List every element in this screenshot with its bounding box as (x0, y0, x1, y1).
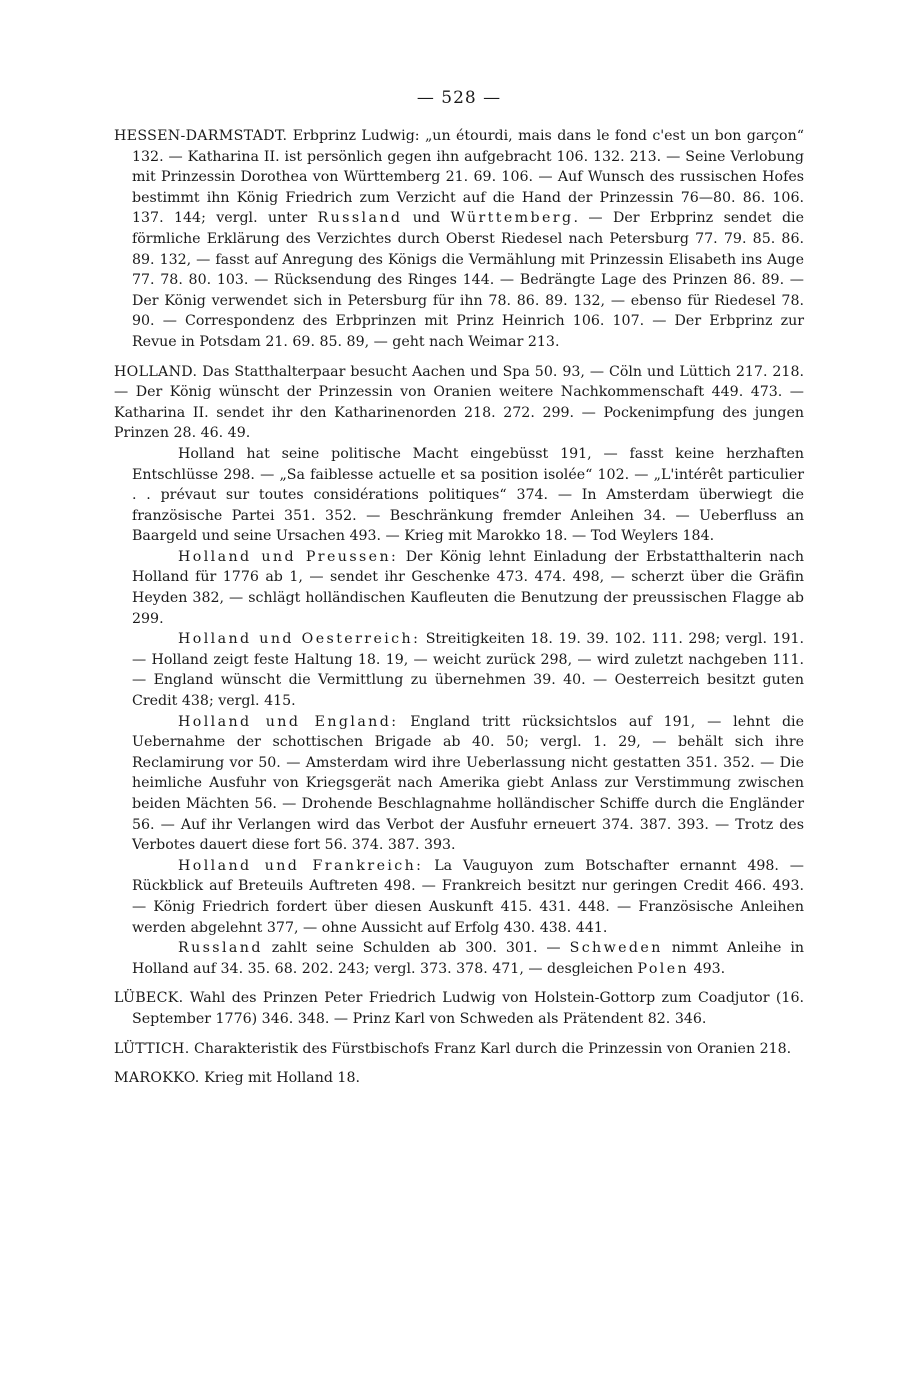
entry-text: 493. (689, 960, 726, 977)
entry-heading: MAROKKO. (114, 1070, 200, 1087)
subheading: Holland und England: (178, 713, 399, 730)
page-number: — 528 — (416, 88, 502, 108)
entry-text: . — Der Erbprinz sendet die förmliche Erklärung des Verzichtes durch Oberst Riedesel nach Petersburg 77. 79. 85. 86. 89. 132, — fasst auf Anregung des Königs die Vermählung mit Prinzessin Elisabeth ins Auge 77. 78. 80. 103. — Rücksendung des Ringes 144. — Bedrängte Lage des Prinzen 86. 89. — Der König verwendet sich in Petersburg für ihn 78. 86. 89. 132, — ebenso für Riedesel 78. 90. — Correspondenz des Erbprinzen mit Prinz Heinrich 106. 107. — Der Erbprinz zur Revue in Potsdam 21. 69. 85. 89, — geht nach Weimar 213. (132, 210, 804, 350)
entry-heading: LÜBECK. (114, 990, 184, 1007)
entry-paragraph (132, 856, 804, 938)
spaced-term: Württemberg (450, 210, 574, 227)
entry-text: Erbprinz Ludwig: „un étourdi, mais dans le fond c'est un bon garçon“ 132. — Katharina II. ist persönlich gegen ihn aufgebracht 106. 132. 213. — Seine Verlobung mit Prinzessin Dorothea von Württemberg 21. 69. 106. — Auf Wunsch des russischen Hofes bestimmt ihn König Friedrich zum Verzicht auf die Hand der Prinzessin 76—80. 86. 106. 137. 144; vergl. unter (132, 128, 804, 227)
entry-text: zahlt seine Schulden ab 300. 301. — (262, 940, 570, 957)
entry-text: Charakteristik des Fürstbischofs Franz Karl durch die Prinzessin von Oranien 218. (189, 1040, 792, 1057)
entry-text: nimmt Anleihe in Holland auf 34. 35. 68. 202. 243; vergl. 373. 378. 471, — desgleichen (132, 940, 805, 977)
entry-text: Wahl des Prinzen Peter Friedrich Ludwig von Holstein-Gottorp zum Coadjutor (16. September 1776) 346. 348. — Prinz Karl von Schweden als Prätendent 82. 346. (132, 990, 804, 1027)
index-entry-marokko (114, 1068, 804, 1089)
index-entry-luettich (114, 1039, 804, 1060)
index-entry-hessen-darmstadt (114, 126, 804, 353)
spaced-term: Schweden (569, 940, 663, 957)
entry-text: La Vauguyon zum Botschafter ernannt 498. — Rückblick auf Breteuils Auftreten 498. — Frankreich besitzt nur geringen Credit 466. 493. — König Friedrich fordert über diesen Auskunft 415. 431. 448. — Französische Anleihen werden abgelehnt 377, — ohne Aussicht auf Erfolg 430. 438. 441. (132, 857, 804, 936)
entry-paragraph (132, 547, 804, 629)
spaced-term: Polen (637, 960, 690, 977)
entry-text: England tritt rücksichtslos auf 191, — lehnt die Uebernahme der schottischen Brigade ab 40. 50; vergl. 1. 29, — behält sich ihre Reclamirung vor 50. — Amsterdam wird ihre Ueberlassung nicht gestatten 351. 352. — Die heimliche Ausfuhr von Kriegsgerät nach Amerika giebt Anlass zur Verstimmung zwischen beiden Mächten 56. — Drohende Beschlagnahme holländischer Schiffe durch die Engländer 56. — Auf ihr Verlangen wird das Verbot der Ausfuhr erneuert 374. 387. 393. — Trotz des Verbotes dauert diese fort 56. 374. 387. 393. (132, 713, 804, 854)
entry-paragraph (132, 629, 804, 711)
entry-text: Das Statthalterpaar besucht Aachen und Spa 50. 93, — Cöln und Lüttich 217. 218. — Der König wünscht der Prinzessin von Oranien weitere Nachkommenschaft 449. 473. — Katharina II. sendet ihr den Katharinenorden 218. 272. 299. — Pockenimpfung des jungen Prinzen 28. 46. 49. (114, 363, 804, 442)
entry-heading: HOLLAND. (114, 363, 198, 380)
index-entry-luebeck (114, 988, 804, 1029)
subheading: Russland (178, 940, 263, 957)
subheading: Holland und Frankreich: (178, 857, 424, 874)
subheading: Holland und Preussen: (178, 548, 399, 565)
entry-text: Streitigkeiten 18. 19. 39. 102. 111. 298; vergl. 191. — Holland zeigt feste Haltung 18. 19, — weicht zurück 298, — wird zuletzt nachgeben 111. — England wünscht die Vermittlung zu übernehmen 39. 40. — Oesterreich besitzt guten Credit 438; vergl. 415. (132, 631, 804, 710)
subheading: Holland und Oesterreich: (178, 631, 421, 648)
entry-heading: LÜTTICH. (114, 1040, 190, 1057)
entry-paragraph (132, 712, 804, 856)
entry-paragraph (114, 362, 804, 444)
entry-text: Der König lehnt Einladung der Erbstatthalterin nach Holland für 1776 ab 1, — sendet ihr Geschenke 473. 474. 498, — scherzt über die Gräfin Heyden 382, — schlägt holländischen Kaufleuten die Benutzung der preussischen Flagge ab 299. (132, 548, 804, 627)
entry-text: Krieg mit Holland 18. (199, 1070, 360, 1087)
entry-paragraph (132, 938, 804, 979)
entry-text: und (402, 210, 451, 227)
entry-paragraph: Holland hat seine politische Macht eingebüsst 191, — fasst keine herzhaften Entschlüsse 298. — „Sa faiblesse actuelle et sa position isolée“ 102. — „L'intérêt particulier . . prévaut sur toutes considérations politiques“ 374. — In Amsterdam überwiegt die französische Partei 351. 352. — Beschränkung fremder Anleihen 34. — Ueberfluss an Baargeld und seine Ursachen 493. — Krieg mit Marokko 18. — Tod Weylers 184. (132, 445, 804, 545)
entry-heading: HESSEN-DARMSTADT. (114, 128, 288, 144)
spaced-term: Russland (317, 210, 403, 227)
index-entry-holland (114, 362, 804, 980)
